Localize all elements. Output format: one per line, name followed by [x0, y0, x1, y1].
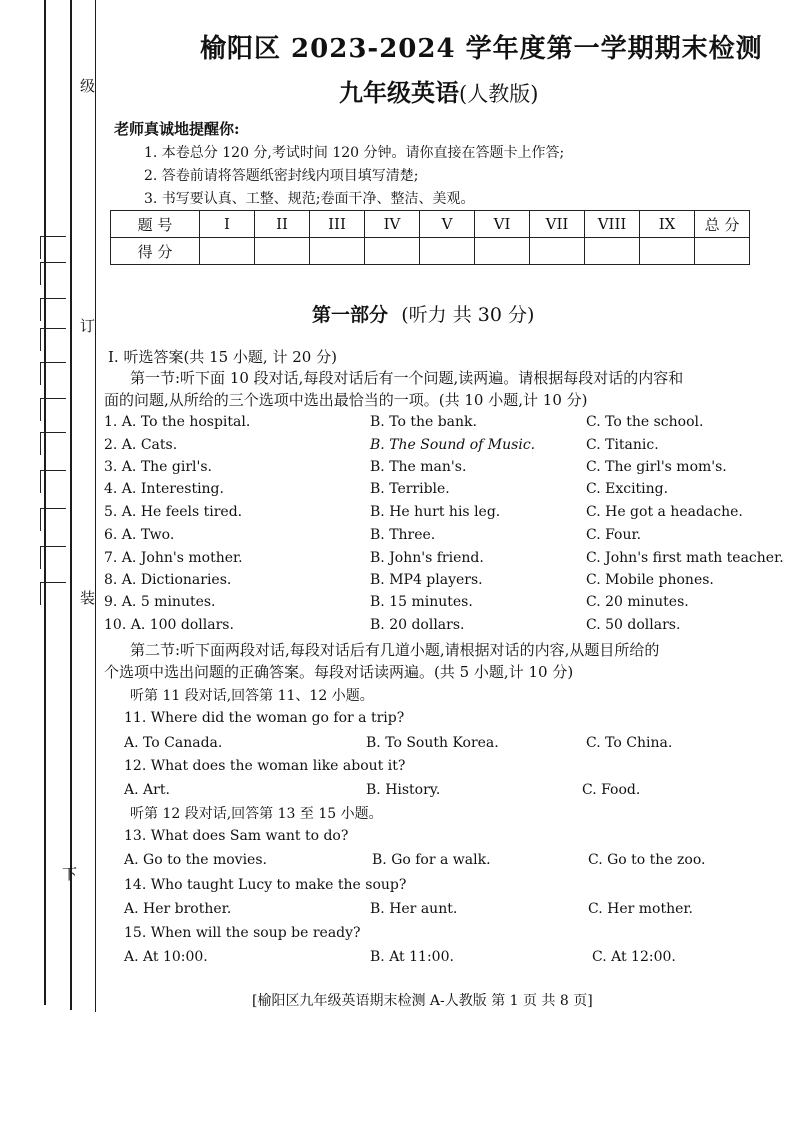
- score-table-label: 题 号: [111, 211, 200, 238]
- question-options: [124, 949, 794, 969]
- option-b: B. The Sound of Music.: [370, 437, 536, 453]
- margin-label-ding: 订: [80, 317, 96, 335]
- binding-line: [44, 0, 46, 1005]
- question-text: 13. What does Sam want to do?: [124, 828, 349, 844]
- score-cell: [365, 238, 420, 265]
- binding-blank: [40, 398, 66, 421]
- score-col-3: III: [310, 211, 365, 238]
- score-cell: [695, 238, 750, 265]
- page-title: 榆阳区 2023-2024 学年度第一学期期末检测: [200, 34, 763, 64]
- option-b: B. He hurt his leg.: [370, 504, 501, 520]
- score-col-6: VI: [475, 211, 530, 238]
- question-options: [124, 852, 794, 872]
- option-b: B. Three.: [370, 527, 436, 543]
- score-cell: [420, 238, 475, 265]
- question-text: 11. Where did the woman go for a trip?: [124, 710, 405, 726]
- notice-item: 2. 答卷前请将答题纸密封线内项目填写清楚;: [144, 168, 419, 184]
- option-a: 10. A. 100 dollars.: [104, 617, 234, 633]
- notice-title: 老师真诚地提醒你:: [114, 120, 240, 138]
- margin-label-zhuang: 装: [80, 589, 96, 607]
- page-footer: [榆阳区九年级英语期末检测 A-人教版 第 1 页 共 8 页]: [252, 993, 593, 1009]
- score-table-score-row: [111, 238, 750, 265]
- binding-blank: [40, 262, 66, 285]
- binding-blank: [40, 298, 66, 321]
- option-a: 3. A. The girl's.: [104, 459, 213, 475]
- option-c: C. Go to the zoo.: [588, 852, 706, 868]
- option-c: C. The girl's mom's.: [586, 459, 727, 475]
- section2-intro: 第二节:听下面两段对话,每段对话后有几道小题,请根据对话的内容,从题目所给的: [130, 641, 660, 659]
- option-a: 5. A. He feels tired.: [104, 504, 243, 520]
- option-c: C. Her mother.: [588, 901, 693, 917]
- option-a: A. At 10:00.: [124, 949, 208, 965]
- score-col-8: VIII: [585, 211, 640, 238]
- option-a: A. Her brother.: [124, 901, 232, 917]
- question-row: [104, 550, 794, 570]
- question-row: [104, 527, 794, 547]
- question-row: [104, 459, 794, 479]
- option-c: C. Exciting.: [586, 481, 669, 497]
- option-a: 4. A. Interesting.: [104, 481, 224, 497]
- question-text: 14. Who taught Lucy to make the soup?: [124, 877, 407, 893]
- option-c: C. John's first math teacher.: [586, 550, 784, 566]
- option-c: C. To the school.: [586, 414, 704, 430]
- section1-intro: 第一节:听下面 10 段对话,每段对话后有一个问题,读两遍。请根据每段对话的内容和: [130, 369, 684, 387]
- binding-margin: [0, 0, 110, 1122]
- question-text: 15. When will the soup be ready?: [124, 925, 361, 941]
- question-options: [124, 735, 794, 755]
- option-a: 9. A. 5 minutes.: [104, 594, 216, 610]
- option-a: A. To Canada.: [124, 735, 223, 751]
- question-row: [104, 437, 794, 457]
- part-title: 第一部分: [312, 304, 389, 326]
- option-c: C. To China.: [586, 735, 673, 751]
- score-cell: [585, 238, 640, 265]
- binding-line: [95, 0, 96, 1012]
- question-text: 12. What does the woman like about it?: [124, 758, 406, 774]
- option-b: B. To the bank.: [370, 414, 477, 430]
- binding-blank: [40, 236, 66, 259]
- binding-blank: [40, 362, 66, 385]
- margin-label-xia: 下: [62, 865, 78, 883]
- option-b: B. To South Korea.: [366, 735, 499, 751]
- option-c: C. At 12:00.: [592, 949, 676, 965]
- option-b: B. Her aunt.: [370, 901, 458, 917]
- question-row: [104, 504, 794, 524]
- option-b: B. Go for a walk.: [372, 852, 491, 868]
- question-row: [104, 572, 794, 592]
- edition-text: (人教版): [459, 82, 539, 106]
- score-cell: [200, 238, 255, 265]
- score-col-9: IX: [640, 211, 695, 238]
- binding-line: [70, 0, 72, 1010]
- binding-blank: [40, 546, 66, 569]
- section2-intro: 个选项中选出问题的正确答案。每段对话读两遍。(共 5 小题,计 10 分): [104, 663, 574, 681]
- section1-intro: 面的问题,从所给的三个选项中选出最恰当的一项。(共 10 小题,计 10 分): [104, 391, 588, 409]
- exam-page: [100, 0, 794, 1122]
- option-b: B. The man's.: [370, 459, 467, 475]
- page-subtitle: [339, 73, 538, 108]
- score-cell: [640, 238, 695, 265]
- part-heading: [312, 300, 534, 327]
- score-cell: [310, 238, 365, 265]
- option-a: A. Art.: [124, 782, 170, 798]
- option-b: B. 20 dollars.: [370, 617, 465, 633]
- binding-blank: [40, 328, 66, 351]
- option-c: C. 50 dollars.: [586, 617, 681, 633]
- option-c: C. He got a headache.: [586, 504, 743, 520]
- option-a: 8. A. Dictionaries.: [104, 572, 232, 588]
- option-c: C. Mobile phones.: [586, 572, 714, 588]
- option-c: C. Four.: [586, 527, 642, 543]
- score-col-4: IV: [365, 211, 420, 238]
- option-b: B. John's friend.: [370, 550, 484, 566]
- subtitle-text: 九年级英语: [339, 78, 459, 107]
- score-row-label: 得 分: [111, 238, 200, 265]
- option-a: 1. A. To the hospital.: [104, 414, 251, 430]
- score-cell: [255, 238, 310, 265]
- notice-item: 1. 本卷总分 120 分,考试时间 120 分钟。请你直接在答题卡上作答;: [144, 145, 565, 161]
- option-c: C. Food.: [582, 782, 641, 798]
- option-b: B. MP4 players.: [370, 572, 483, 588]
- part-subtitle: (听力 共 30 分): [401, 304, 535, 326]
- margin-label-grade: 级: [80, 77, 96, 95]
- score-col-total: 总 分: [695, 211, 750, 238]
- section-title: I. 听选答案(共 15 小题, 计 20 分): [108, 348, 337, 366]
- option-c: C. 20 minutes.: [586, 594, 689, 610]
- binding-blank: [40, 508, 66, 531]
- score-col-2: II: [255, 211, 310, 238]
- question-row: [104, 414, 794, 434]
- score-table-header-row: [111, 211, 750, 238]
- option-b: B. At 11:00.: [370, 949, 454, 965]
- option-a: A. Go to the movies.: [124, 852, 267, 868]
- score-cell: [530, 238, 585, 265]
- notice-item: 3. 书写要认真、工整、规范;卷面干净、整洁、美观。: [144, 191, 475, 207]
- score-col-7: VII: [530, 211, 585, 238]
- score-col-1: I: [200, 211, 255, 238]
- question-options: [124, 901, 794, 921]
- question-options: [124, 782, 794, 802]
- question-row: [104, 594, 794, 614]
- question-row: [104, 481, 794, 501]
- question-row: [104, 617, 794, 637]
- option-b: B. History.: [366, 782, 441, 798]
- option-a: 2. A. Cats.: [104, 437, 178, 453]
- dialog-note: 听第 11 段对话,回答第 11、12 小题。: [130, 688, 374, 704]
- binding-blank: [40, 432, 66, 455]
- option-b: B. Terrible.: [370, 481, 450, 497]
- option-a: 6. A. Two.: [104, 527, 175, 543]
- option-a: 7. A. John's mother.: [104, 550, 243, 566]
- score-cell: [475, 238, 530, 265]
- binding-blank: [40, 582, 66, 605]
- option-b: B. 15 minutes.: [370, 594, 473, 610]
- binding-blank: [40, 470, 66, 493]
- score-table: [110, 210, 750, 265]
- dialog-note: 听第 12 段对话,回答第 13 至 15 小题。: [130, 806, 383, 822]
- option-c: C. Titanic.: [586, 437, 659, 453]
- score-col-5: V: [420, 211, 475, 238]
